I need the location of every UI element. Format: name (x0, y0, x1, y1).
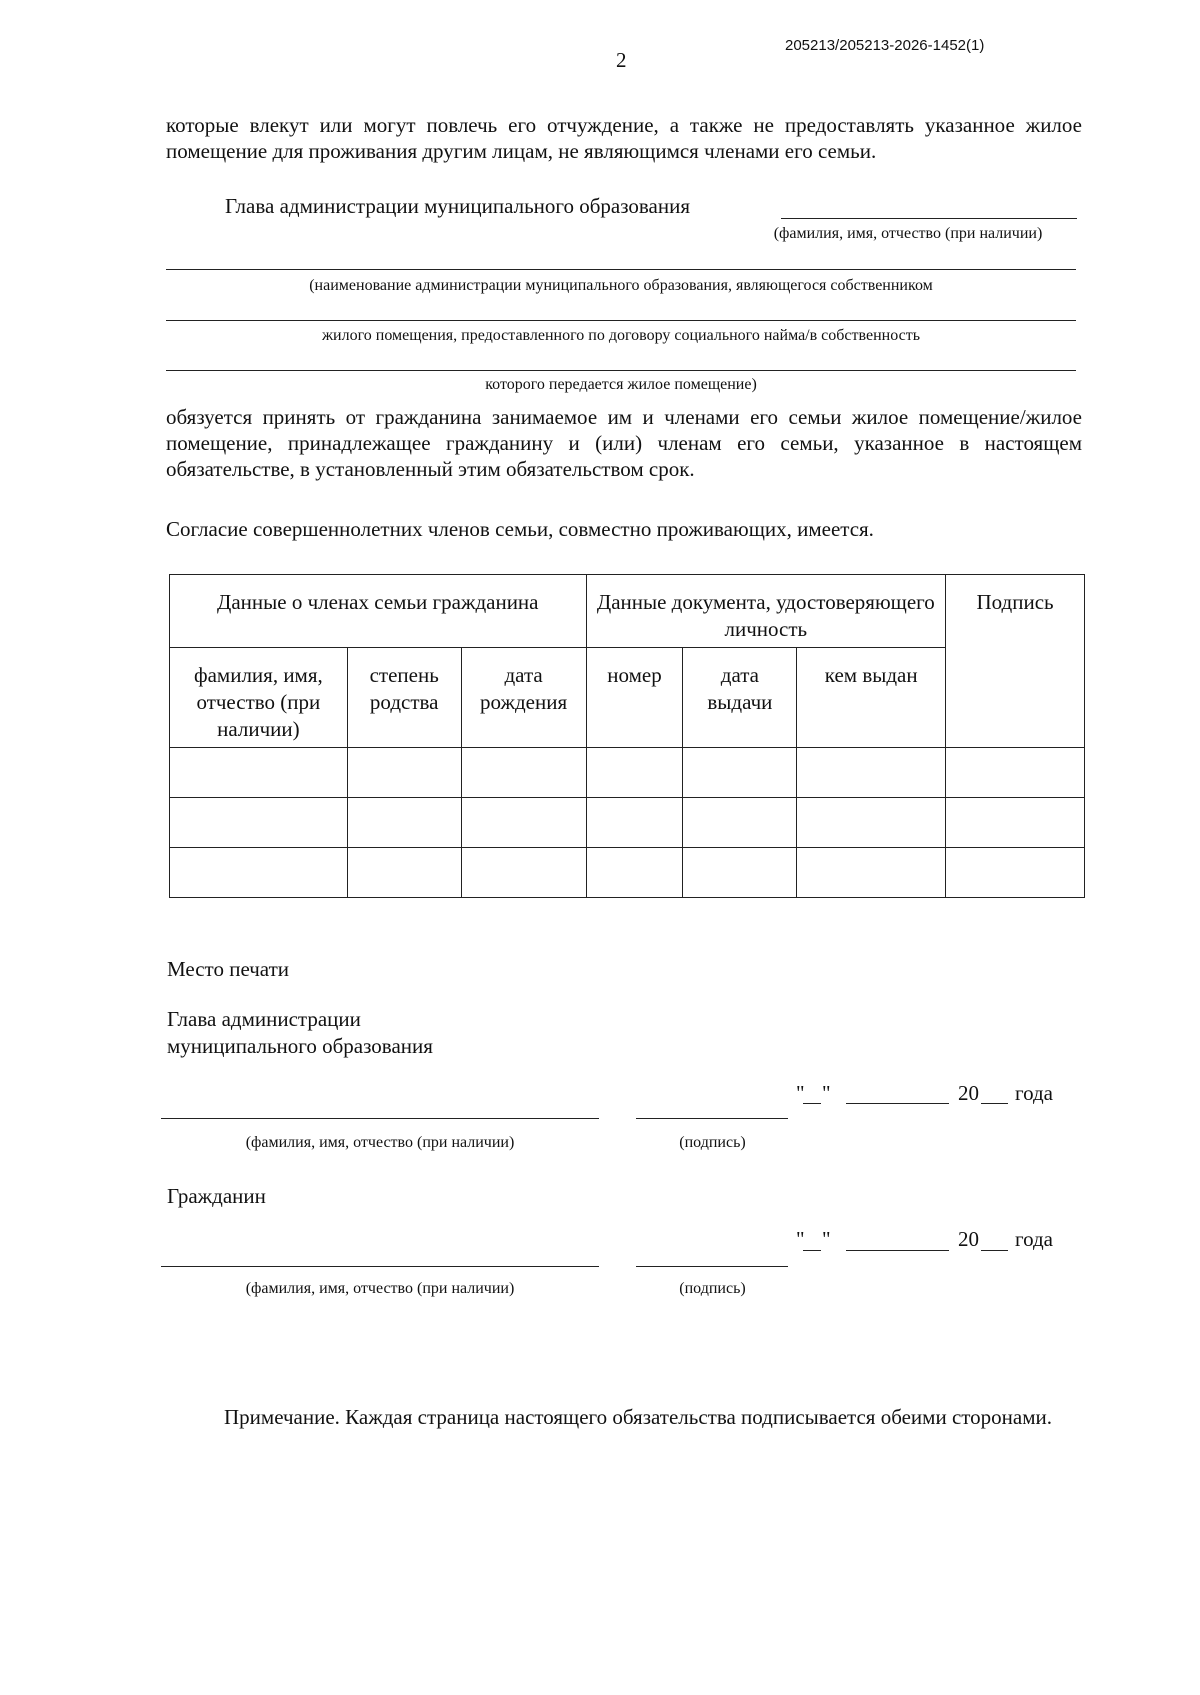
date-day-line (803, 1103, 821, 1104)
head-block-line1: Глава администрации (167, 1007, 361, 1031)
signature-header: Подпись (946, 575, 1085, 748)
table-cell[interactable] (347, 748, 461, 798)
page-number: 2 (616, 48, 627, 72)
column-header-birthdate: дата рождения (461, 648, 586, 748)
note-paragraph: Примечание. Каждая страница настоящего обязательства подписывается обеими сторонами. (224, 1405, 1053, 1429)
table-row (170, 798, 1085, 848)
table-cell[interactable] (683, 798, 797, 848)
date-month-line (846, 1103, 949, 1104)
group-document-header: Данные документа, удостоверяющего личность (586, 575, 946, 648)
date-quote-open: " (796, 1227, 805, 1251)
table-cell[interactable] (797, 798, 946, 848)
column-header-fio: фамилия, имя, отчество (при наличии) (170, 648, 348, 748)
table-cell[interactable] (461, 848, 586, 898)
table-cell[interactable] (461, 748, 586, 798)
date-day-line (803, 1250, 821, 1251)
caption-signature: (подпись) (679, 1280, 746, 1297)
column-header-number: номер (586, 648, 683, 748)
head-fio-signature-line[interactable] (161, 1118, 599, 1119)
table-row (170, 848, 1085, 898)
table-cell[interactable] (347, 848, 461, 898)
table-cell[interactable] (170, 798, 348, 848)
table-cell[interactable] (461, 798, 586, 848)
admin-name-line-3 (166, 370, 1076, 371)
table-row (170, 748, 1085, 798)
citizen-signature-line[interactable] (636, 1266, 788, 1267)
caption-signature: (подпись) (679, 1134, 746, 1151)
head-label: Глава администрации муниципального образования (225, 194, 691, 218)
caption-admin-1: (наименование администрации муниципального образования, являющегося собственником (309, 277, 933, 294)
obligation-paragraph: обязуется принять от гражданина занимаемое им и членами его семьи жилое помещение/жилое помещение, принадлежащее гражданину и (или) членам его семьи, указанное в настоящем обязательстве, в установленный этим обязательством срок. (166, 405, 1082, 481)
date-quote-close: " (822, 1081, 831, 1105)
table-cell[interactable] (797, 848, 946, 898)
date-year-word: года (1015, 1081, 1053, 1105)
table-cell[interactable] (946, 798, 1085, 848)
date-year-line (981, 1103, 1008, 1104)
column-header-issued-by: кем выдан (797, 648, 946, 748)
table-cell[interactable] (683, 848, 797, 898)
caption-fio: (фамилия, имя, отчество (при наличии) (773, 225, 1043, 242)
caption-signature-fio: (фамилия, имя, отчество (при наличии) (245, 1134, 515, 1151)
table-cell[interactable] (683, 748, 797, 798)
citizen-label: Гражданин (167, 1184, 266, 1208)
table-cell[interactable] (170, 748, 348, 798)
caption-admin-2: жилого помещения, предоставленного по договору социального найма/в собственность (322, 327, 920, 344)
date-year-prefix: 20 (958, 1227, 979, 1251)
citizen-fio-signature-line[interactable] (161, 1266, 599, 1267)
date-quote-open: " (796, 1081, 805, 1105)
seal-place: Место печати (167, 957, 290, 981)
table-cell[interactable] (586, 848, 683, 898)
date-quote-close: " (822, 1227, 831, 1251)
table-cell[interactable] (946, 748, 1085, 798)
table-cell[interactable] (586, 748, 683, 798)
head-block-line2: муниципального образования (167, 1034, 433, 1058)
caption-admin-3: которого передается жилое помещение) (485, 376, 757, 393)
table-cell[interactable] (946, 848, 1085, 898)
head-fio-line (781, 218, 1077, 219)
date-year-word: года (1015, 1227, 1053, 1251)
admin-name-line-2 (166, 320, 1076, 321)
consent-text: Согласие совершеннолетних членов семьи, совместно проживающих, имеется. (166, 517, 874, 541)
table-cell[interactable] (797, 748, 946, 798)
table-cell[interactable] (347, 798, 461, 848)
family-members-table (169, 574, 1085, 898)
column-header-relation: степень родства (347, 648, 461, 748)
date-year-line (981, 1250, 1008, 1251)
column-header-issue-date: дата выдачи (683, 648, 797, 748)
caption-signature-fio: (фамилия, имя, отчество (при наличии) (245, 1280, 515, 1297)
intro-paragraph: которые влекут или могут повлечь его отчуждение, а также не предоставлять указанное жилое помещение для проживания другим лицам, не являющимся членами его семьи. (166, 113, 1082, 163)
admin-name-line-1 (166, 269, 1076, 270)
date-month-line (846, 1250, 949, 1251)
group-family-header: Данные о членах семьи гражданина (170, 575, 587, 648)
head-signature-line[interactable] (636, 1118, 788, 1119)
document-number: 205213/205213-2026-1452(1) (785, 37, 985, 54)
table-cell[interactable] (170, 848, 348, 898)
date-year-prefix: 20 (958, 1081, 979, 1105)
table-cell[interactable] (586, 798, 683, 848)
